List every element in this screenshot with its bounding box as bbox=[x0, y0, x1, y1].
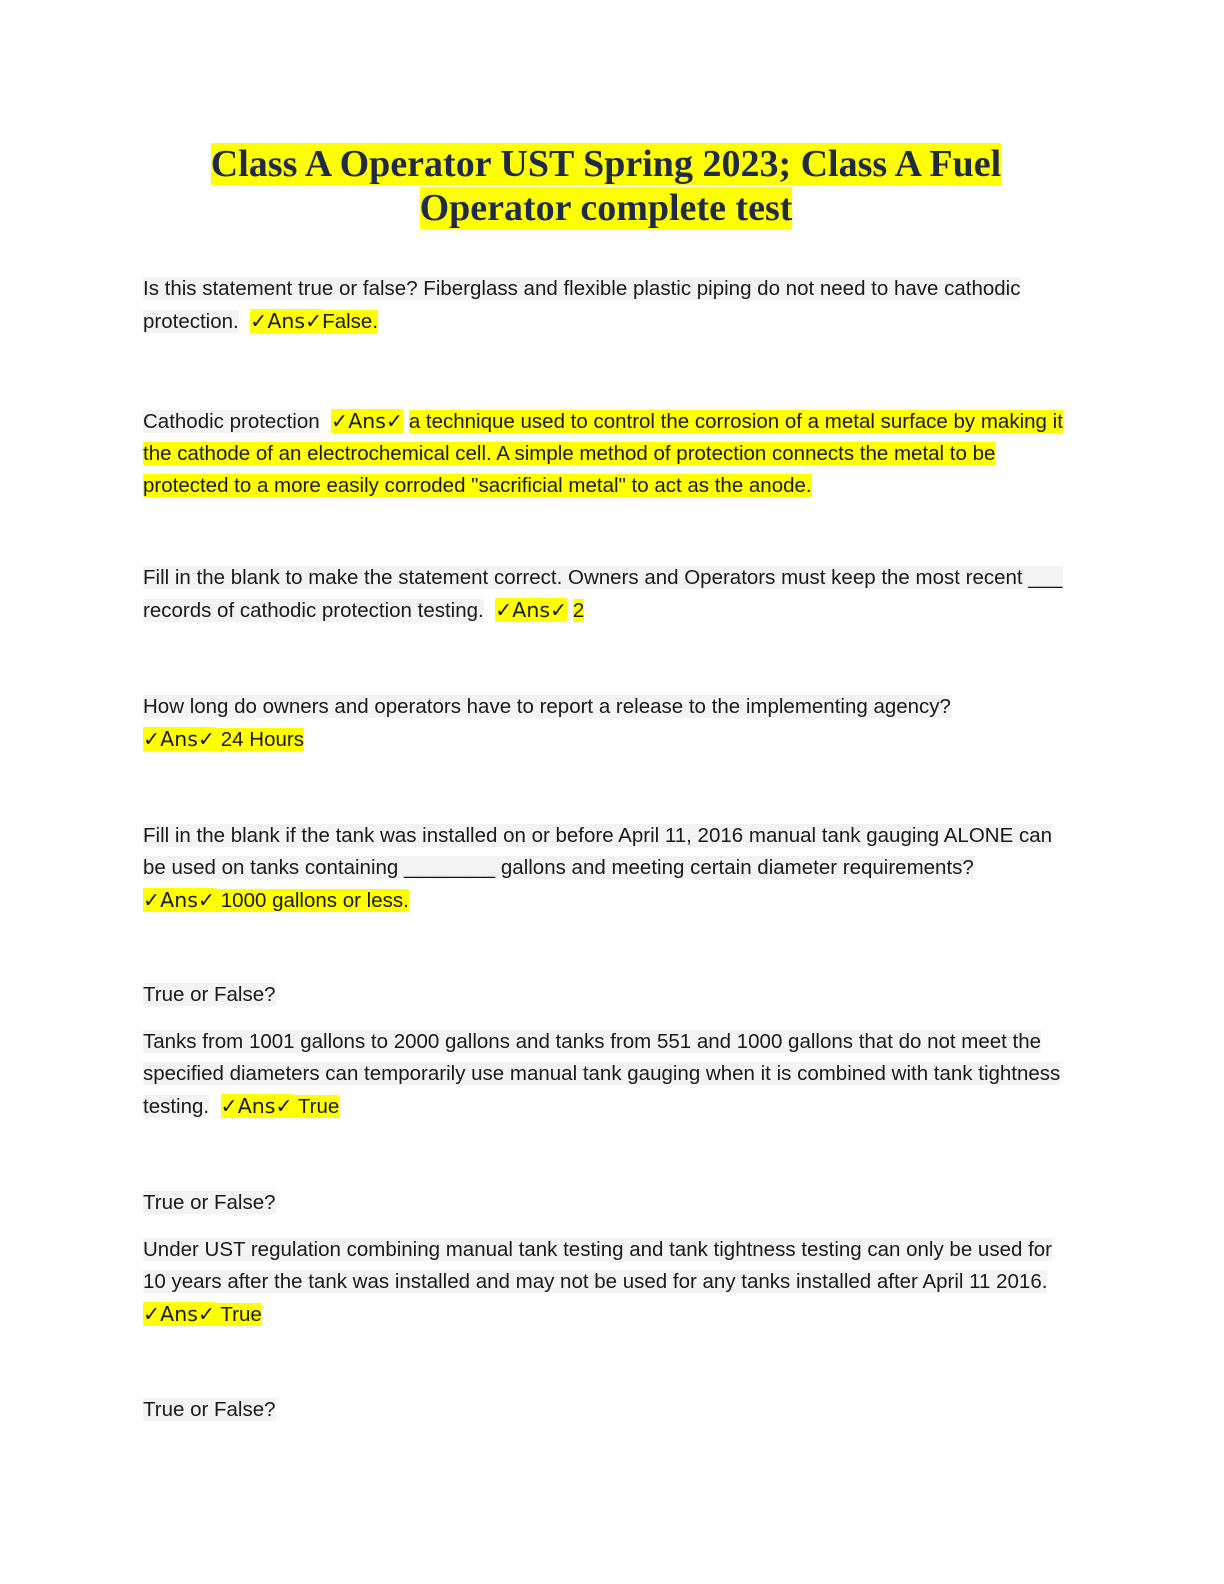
answer-text-6: True bbox=[297, 1095, 340, 1118]
answer-marker-2: ✓Ans✓ bbox=[331, 409, 404, 433]
question-text-5: Fill in the blank if the tank was installed on or before April 11, 2016 manual tank gauging ALONE can be used on tanks containing ________ gallons and meeting certain diameter requirements? bbox=[143, 824, 1053, 879]
answer-marker-7: ✓Ans✓ bbox=[143, 1302, 216, 1326]
question-text-7: Under UST regulation combining manual tank testing and tank tightness testing can only be used for 10 years after the tank was installed and may not be used for any tanks installed after April 11 2016. bbox=[143, 1238, 1052, 1293]
qa-item-7 bbox=[143, 1234, 1073, 1331]
qa-item-3 bbox=[143, 562, 1073, 627]
answer-marker-6: ✓Ans✓ bbox=[220, 1094, 293, 1118]
tf-prompt-6 bbox=[143, 979, 1073, 1011]
question-text-4: How long do owners and operators have to report a release to the implementing agency? bbox=[143, 695, 951, 718]
question-text-1: Is this statement true or false? Fiberglass and flexible plastic piping do not need to have cathodic protection. bbox=[143, 277, 1021, 333]
answer-marker-4: ✓Ans✓ bbox=[143, 727, 216, 751]
answer-marker-5: ✓Ans✓ bbox=[143, 888, 216, 912]
prompt-text-6: True or False? bbox=[143, 983, 276, 1006]
answer-marker-1: ✓Ans✓ bbox=[250, 309, 323, 333]
qa-item-5 bbox=[143, 820, 1073, 917]
document-title bbox=[142, 142, 1070, 230]
document-title-text: Class A Operator UST Spring 2023; Class A Fuel Operator complete test bbox=[210, 143, 1002, 229]
qa-item-2 bbox=[143, 405, 1073, 502]
answer-text-2: a technique used to control the corrosion of a metal surface by making it the cathode of an electrochemical cell. A simple method of protection connects the metal to be protected to a more easily corroded "sacrificial metal" to act as the anode. bbox=[143, 410, 1063, 497]
answer-text-4: 24 Hours bbox=[220, 728, 304, 751]
answer-text-5: 1000 gallons or less. bbox=[220, 889, 409, 912]
answer-text-3: 2 bbox=[572, 599, 585, 622]
tf-prompt-7 bbox=[143, 1187, 1073, 1219]
prompt-text-8: True or False? bbox=[143, 1398, 276, 1421]
answer-text-7: True bbox=[220, 1303, 262, 1326]
prompt-text-7: True or False? bbox=[143, 1191, 276, 1214]
tf-prompt-8 bbox=[143, 1394, 1073, 1426]
qa-item-6 bbox=[143, 1026, 1073, 1123]
question-text-2: Cathodic protection bbox=[143, 410, 320, 433]
qa-item-4 bbox=[143, 691, 1073, 756]
qa-item-1 bbox=[143, 273, 1073, 338]
answer-marker-3: ✓Ans✓ bbox=[495, 598, 568, 622]
question-text-6: Tanks from 1001 gallons to 2000 gallons and tanks from 551 and 1000 gallons that do not meet the specified diameters can temporarily use manual tank gauging when it is combined with tank tightness testing. bbox=[143, 1030, 1061, 1118]
question-text-3: Fill in the blank to make the statement correct. Owners and Operators must keep the most recent ___ records of cathodic protection testing. bbox=[143, 566, 1063, 622]
answer-text-1: False. bbox=[322, 310, 379, 333]
